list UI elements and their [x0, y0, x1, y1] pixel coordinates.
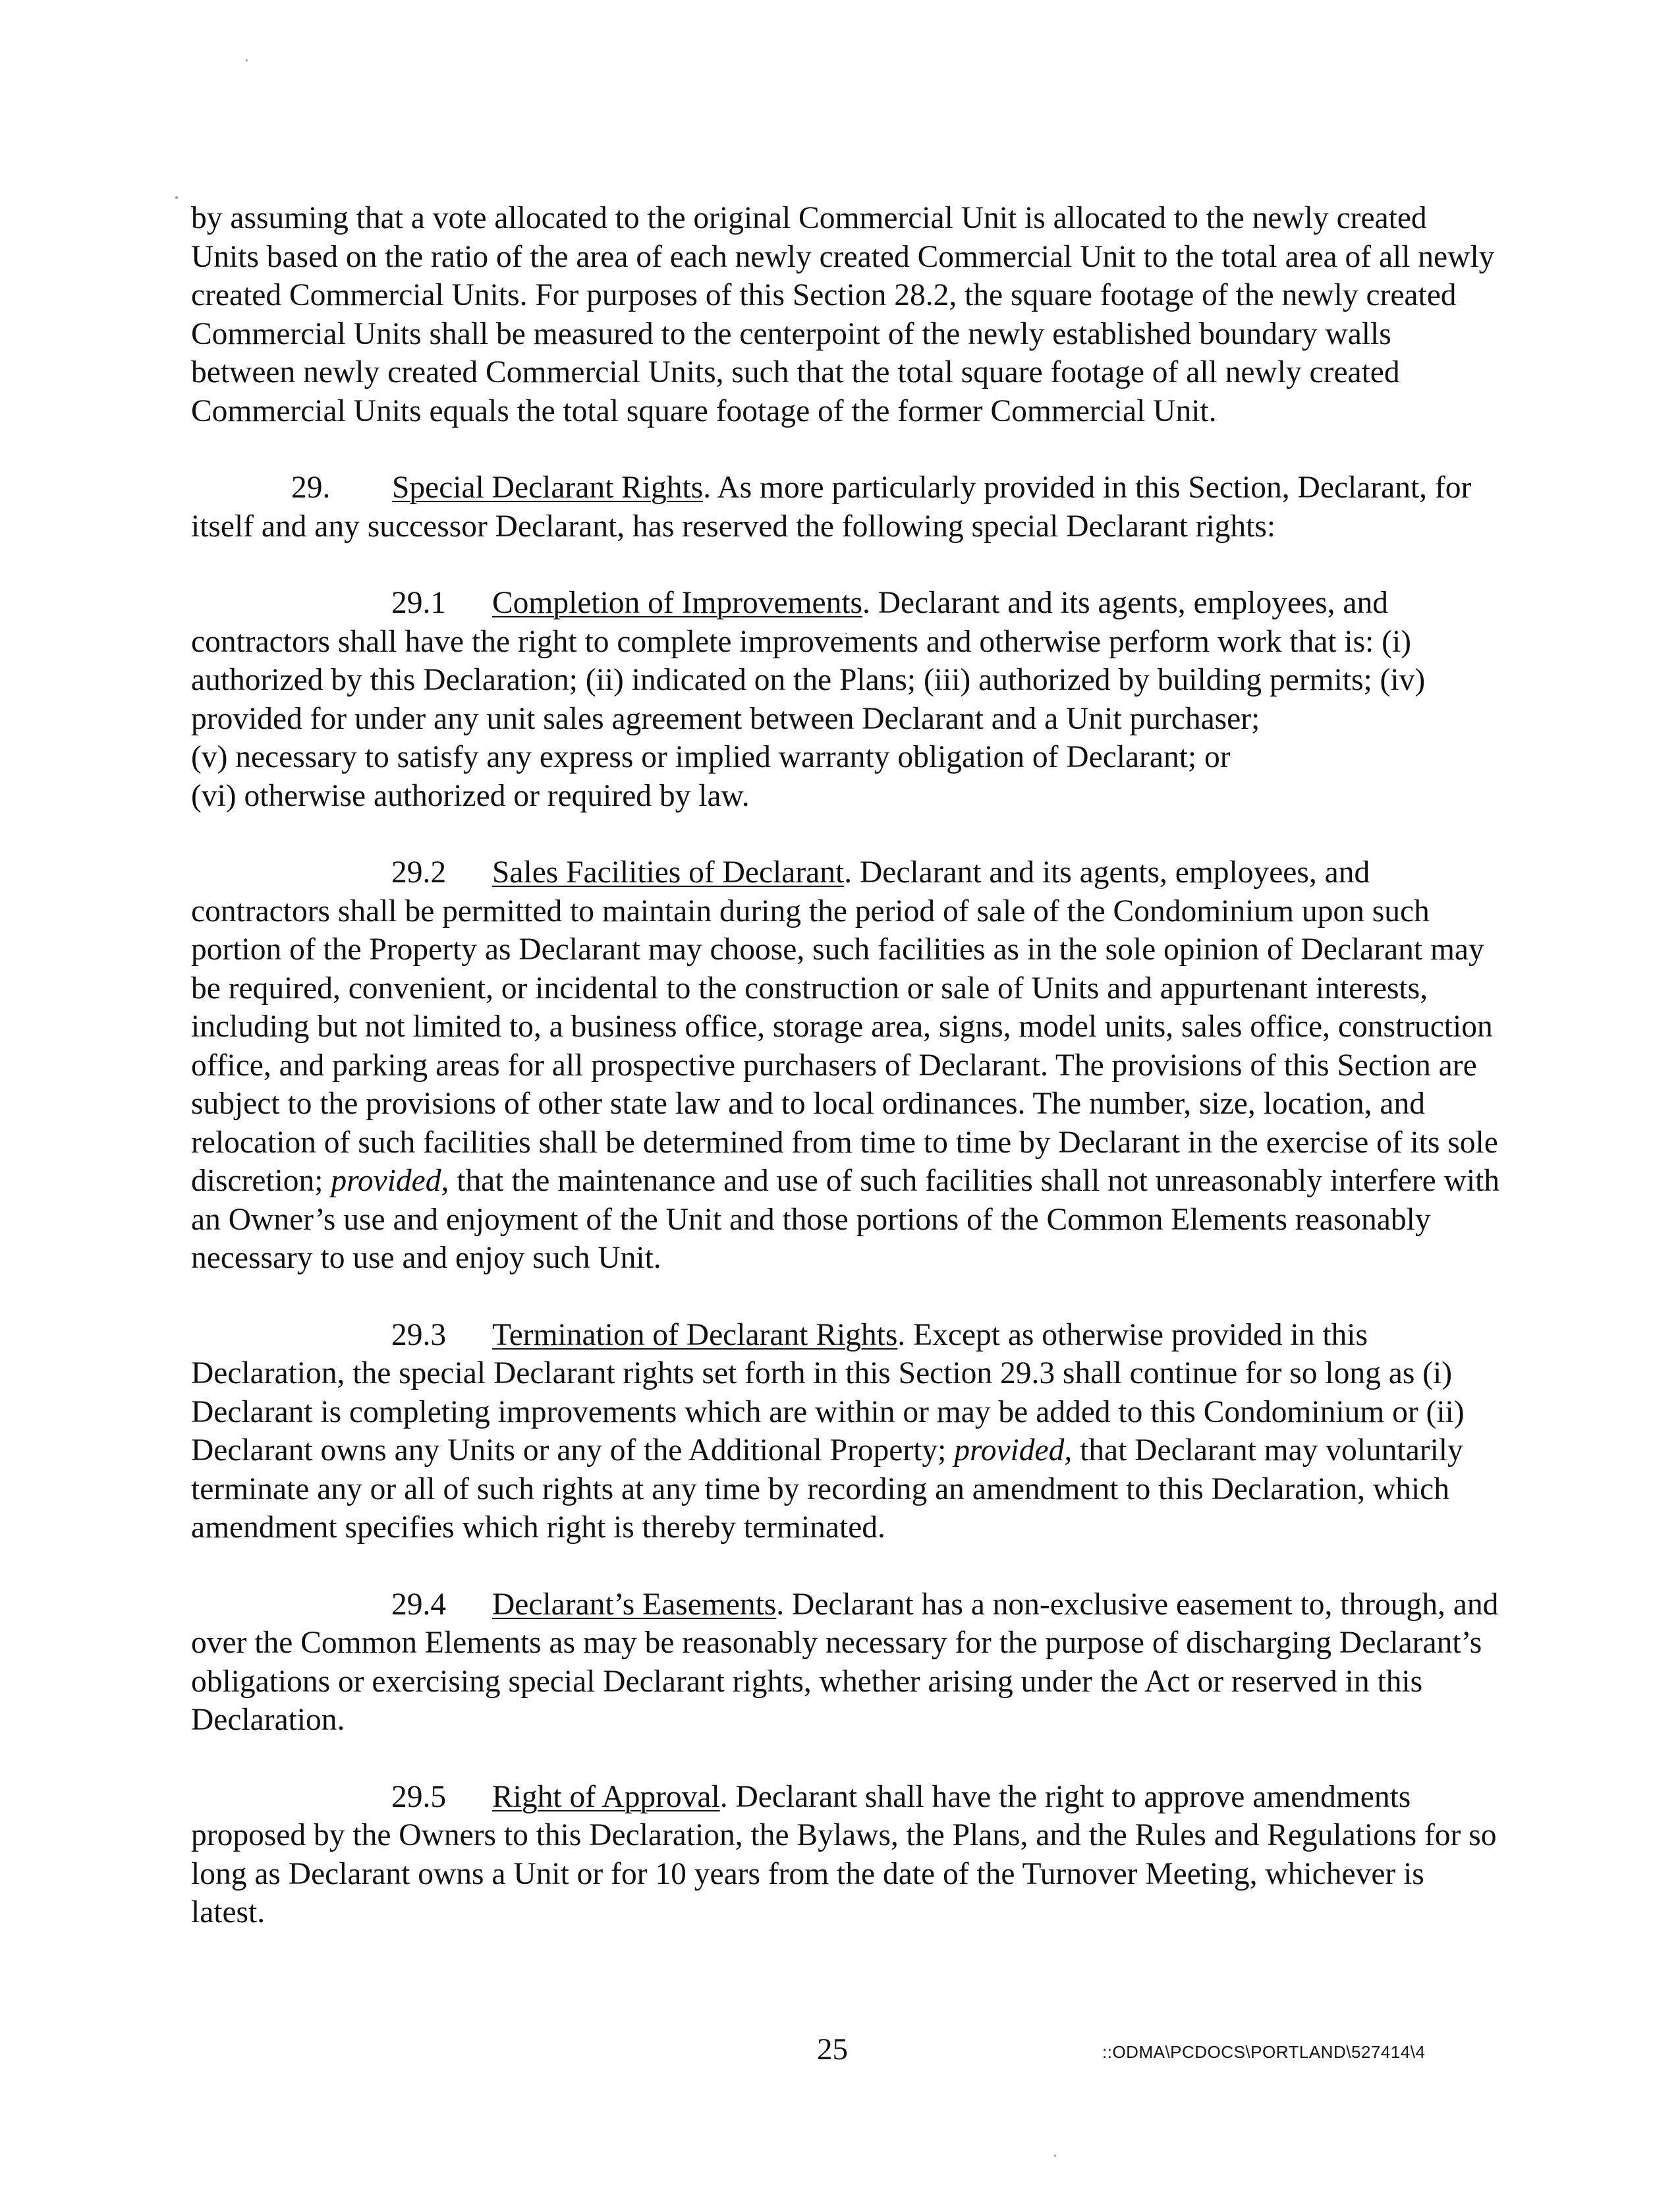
- section-heading: Sales Facilities of Declarant: [492, 855, 845, 890]
- section-number: 29.1: [391, 586, 447, 620]
- section-text: . Except as otherwise provided in this Declaration, the special Declarant rights set forth in this Section 29.3 shall continue for so long as (i) Declarant is completing improvements which are within or may be added to this Condominium or (ii) Declarant owns any Units or any of the Additional Property;: [191, 1317, 1465, 1467]
- section-text: . Declarant and its agents, employees, and contractors shall have the right to complete improvements and otherwise perform work that is: (i) authorized by this Declaration; (ii) indicated on the Plans; (iii) authorized by building permits; (iv) provided for under any unit sales agreement between Declarant and a Unit purchaser;: [191, 586, 1426, 736]
- scan-speck: [246, 59, 248, 61]
- section-heading: Special Declarant Rights: [392, 470, 704, 505]
- section-29-5: [191, 1778, 1502, 1932]
- continuation-paragraph: [191, 199, 1502, 430]
- provided-emphasis: provided,: [331, 1164, 449, 1198]
- scan-speck: [1054, 2155, 1056, 2157]
- section-29-2: [191, 853, 1502, 1278]
- list-item-vi: (vi) otherwise authorized or required by law.: [191, 778, 750, 813]
- continuation-text: by assuming that a vote allocated to the original Commercial Unit is allocated to the newly created Units based on the ratio of the area of each newly created Commercial Unit to the total area of all newly created Commercial Units. For purposes of this Section 28.2, the square footage of the newly created Commercial Units shall be measured to the centerpoint of the newly established boundary walls between newly created Commercial Units, such that the total square footage of all newly created Commercial Units equals the total square footage of the former Commercial Unit.: [191, 201, 1495, 428]
- section-heading: Right of Approval: [492, 1779, 720, 1814]
- scan-speck: [175, 196, 178, 199]
- section-heading: Completion of Improvements: [492, 586, 862, 620]
- section-29-1: [191, 584, 1502, 815]
- section-29: [191, 469, 1502, 546]
- section-29-3: [191, 1316, 1502, 1547]
- list-item-v: (v) necessary to satisfy any express or implied warranty obligation of Declarant; or: [191, 740, 1231, 774]
- section-number: 29.3: [391, 1317, 447, 1352]
- section-number: 29.2: [391, 855, 447, 890]
- document-id: ::ODMA\PCDOCS\PORTLAND\527414\4: [1102, 2042, 1426, 2062]
- section-text-continued: that the maintenance and use of such facilities shall not unreasonably interfere with an Owner’s use and enjoyment of the Unit and those portions of the Common Elements reasonably necessary to use and enjoy such Unit.: [191, 1164, 1500, 1275]
- section-heading: Declarant’s Easements: [492, 1587, 777, 1622]
- section-heading: Termination of Declarant Rights: [492, 1317, 898, 1352]
- section-text: . Declarant has a non-exclusive easement to, through, and over the Common Elements as may be reasonably necessary for the purpose of discharging Declarant’s obligations or exercising special Declarant rights, whether arising under the Act or reserved in this Declaration.: [191, 1587, 1499, 1737]
- provided-emphasis: provided,: [954, 1433, 1073, 1467]
- section-number: 29.: [291, 470, 331, 505]
- section-text: . As more particularly provided in this Section, Declarant, for itself and any successor Declarant, has reserved the following special Declarant rights:: [191, 470, 1472, 544]
- document-body: [191, 199, 1502, 1970]
- section-text: . Declarant shall have the right to approve amendments proposed by the Owners to this Declaration, the Bylaws, the Plans, and the Rules and Regulations for so long as Declarant owns a Unit or for 10 years from the date of the Turnover Meeting, whichever is latest.: [191, 1779, 1497, 1929]
- section-text: . Declarant and its agents, employees, and contractors shall be permitted to maintain during the period of sale of the Condominium upon such portion of the Property as Declarant may choose, such facilities as in the sole opinion of Declarant may be required, convenient, or incidental to the construction or sale of Units and appurtenant interests, including but not limited to, a business office, storage area, signs, model units, sales office, construction office, and parking areas for all prospective purchasers of Declarant. The provisions of this Section are subject to the provisions of other state law and to local ordinances. The number, size, location, and relocation of such facilities shall be determined from time to time by Declarant in the exercise of its sole discretion;: [191, 855, 1498, 1198]
- section-text-continued: that Declarant may voluntarily terminate any or all of such rights at any time by recording an amendment to this Declaration, which amendment specifies which right is thereby terminated.: [191, 1433, 1463, 1545]
- page-number: 25: [817, 2032, 848, 2066]
- section-29-4: [191, 1585, 1502, 1740]
- section-number: 29.5: [391, 1779, 447, 1814]
- section-number: 29.4: [391, 1587, 447, 1622]
